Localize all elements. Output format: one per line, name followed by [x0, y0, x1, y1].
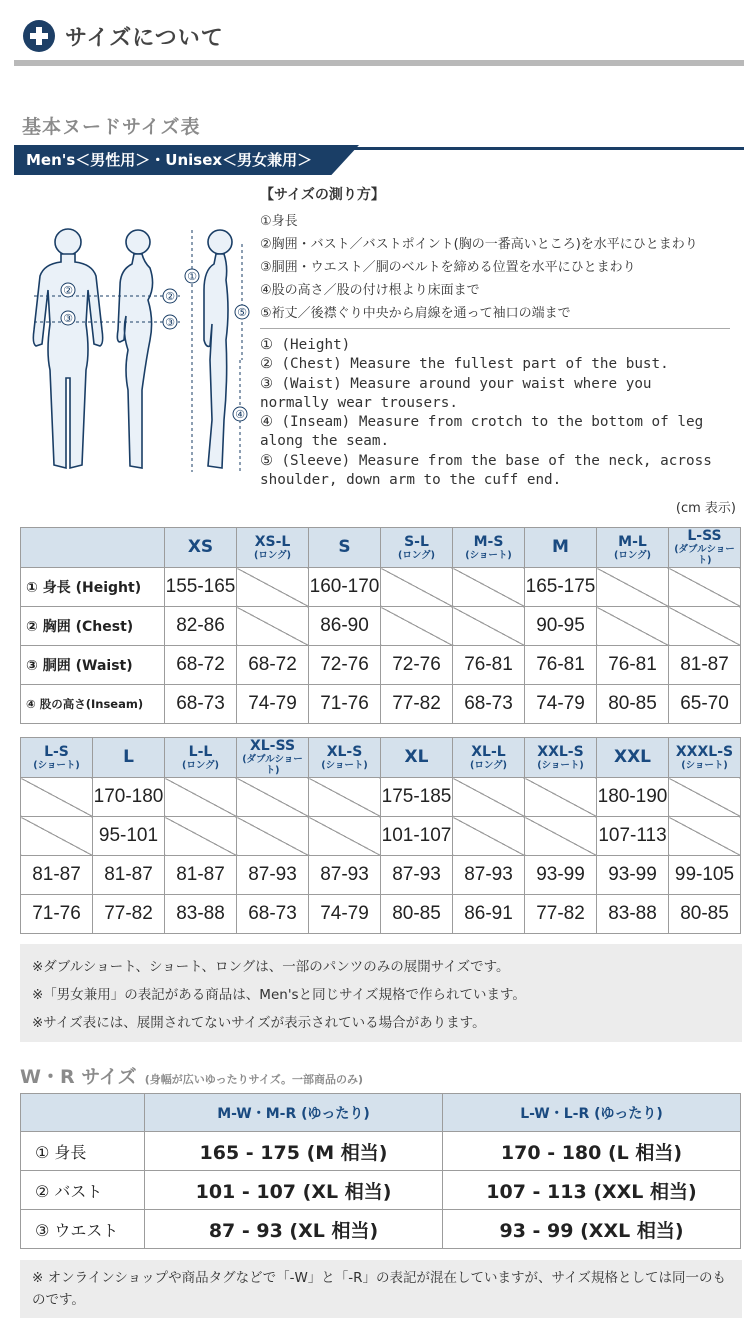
table-cell: 99-105	[669, 856, 741, 895]
measure-line: ④股の高さ／股の付け根より床面まで	[260, 283, 480, 298]
table-cell	[21, 817, 93, 856]
table-cell: 107 - 113 (XXL 相当)	[443, 1171, 741, 1210]
measure-en-line: normally wear trousers.	[260, 394, 458, 411]
table-row	[21, 1210, 741, 1249]
table-row	[21, 685, 741, 724]
row-label: ② 胸囲 (Chest)	[21, 607, 165, 646]
table-cell	[453, 778, 525, 817]
measure-en-line: ⑤ (Sleeve) Measure from the base of the neck, across	[260, 452, 712, 469]
page-title: サイズについて	[65, 25, 224, 51]
size-header: XL-SS (ダブルショート)	[237, 738, 309, 778]
wr-header: M-W・M-R (ゆったり)	[145, 1094, 443, 1132]
table-cell: 81-87	[93, 856, 165, 895]
table-cell: 95-101	[93, 817, 165, 856]
size-header: S-L (ロング)	[381, 528, 453, 568]
table-row	[21, 646, 741, 685]
size-header: XL-S (ショート)	[309, 738, 381, 778]
table-cell	[21, 778, 93, 817]
table-cell: 180-190	[597, 778, 669, 817]
plus-circle-icon	[23, 20, 55, 52]
table-cell: 87-93	[453, 856, 525, 895]
table-cell: 86-91	[453, 895, 525, 934]
table-cell	[453, 568, 525, 607]
table-cell: 87 - 93 (XL 相当)	[145, 1210, 443, 1249]
fig-label: ③	[165, 316, 175, 329]
row-label: ④ 股の高さ(Inseam)	[21, 685, 165, 724]
row-label: ② バスト	[21, 1171, 145, 1210]
size-header: M-S (ショート)	[453, 528, 525, 568]
fig-label: ③	[63, 312, 73, 325]
size-header: M	[525, 528, 597, 568]
table-cell	[165, 817, 237, 856]
note-line: ※サイズ表には、展開されてないサイズが表示されている場合があります。	[32, 1015, 486, 1031]
size-table-1	[20, 527, 741, 724]
wr-subtitle: (身幅が広いゆったりサイズ。一部商品のみ)	[144, 1073, 364, 1086]
size-header: XXXL-S (ショート)	[669, 738, 741, 778]
table-cell: 81-87	[21, 856, 93, 895]
category-banner	[14, 145, 744, 175]
fig-label: ②	[165, 290, 175, 303]
table-cell: 68-73	[165, 685, 237, 724]
table-row	[21, 1132, 741, 1171]
table-cell	[669, 568, 741, 607]
wr-size-table	[20, 1093, 741, 1249]
table-cell	[237, 817, 309, 856]
body-measurement-illustration	[20, 220, 260, 480]
table-cell: 72-76	[381, 646, 453, 685]
table-cell	[597, 568, 669, 607]
table-cell: 77-82	[525, 895, 597, 934]
table-cell: 81-87	[165, 856, 237, 895]
table-cell: 77-82	[93, 895, 165, 934]
table-cell: 175-185	[381, 778, 453, 817]
table-cell	[309, 778, 381, 817]
footnote: ※ オンラインショップや商品タグなどで「-W」と「-R」の表記が混在していますが、サイズ規格としては同一のものです。	[20, 1260, 742, 1318]
measure-line: ③胴囲・ウエスト／胴のベルトを締める位置を水平にひとまわり	[260, 260, 636, 275]
table-corner	[21, 528, 165, 568]
row-label: ① 身長	[21, 1132, 145, 1171]
front-body-figure	[33, 229, 102, 468]
instructions-divider	[260, 328, 730, 329]
table-cell: 74-79	[237, 685, 309, 724]
table-row	[21, 1171, 741, 1210]
measure-line: ②胸囲・バスト／バストポイント(胸の一番高いところ)を水平にひとまわり	[260, 237, 698, 252]
table-cell	[669, 778, 741, 817]
table-row	[21, 607, 741, 646]
table-cell: 170 - 180 (L 相当)	[443, 1132, 741, 1171]
fig-label: ②	[63, 284, 73, 297]
table-row	[21, 817, 741, 856]
table-cell: 83-88	[165, 895, 237, 934]
table-cell: 72-76	[309, 646, 381, 685]
fig-label: ④	[235, 408, 245, 421]
table-cell: 87-93	[381, 856, 453, 895]
back-body-figure	[204, 230, 232, 468]
measure-en-line: ① (Height)	[260, 337, 351, 353]
table-cell	[597, 607, 669, 646]
size-header: L-L (ロング)	[165, 738, 237, 778]
table-cell	[237, 778, 309, 817]
row-label: ① 身長 (Height)	[21, 568, 165, 607]
side-body-figure	[117, 230, 152, 468]
table-row	[21, 856, 741, 895]
table-cell: 107-113	[597, 817, 669, 856]
table-cell	[453, 817, 525, 856]
size-header: XS	[165, 528, 237, 568]
table-cell: 101 - 107 (XL 相当)	[145, 1171, 443, 1210]
size-table-2	[20, 737, 741, 934]
size-header: XL-L (ロング)	[453, 738, 525, 778]
table-cell: 93-99	[597, 856, 669, 895]
table-cell: 93 - 99 (XXL 相当)	[443, 1210, 741, 1249]
table-cell: 165-175	[525, 568, 597, 607]
table-cell	[381, 568, 453, 607]
table-cell: 65-70	[669, 685, 741, 724]
measure-en-line: ③ (Waist) Measure around your waist where you	[260, 375, 652, 392]
row-label: ③ ウエスト	[21, 1210, 145, 1249]
table-cell: 160-170	[309, 568, 381, 607]
size-header: L	[93, 738, 165, 778]
banner-text: Men's＜男性用＞・Unisex＜男女兼用＞	[26, 151, 313, 169]
table-cell: 87-93	[309, 856, 381, 895]
size-header: XXL-S (ショート)	[525, 738, 597, 778]
table-cell: 80-85	[597, 685, 669, 724]
unit-note: (cm 表示)	[675, 501, 736, 516]
measure-en-line: along the seam.	[260, 433, 390, 450]
table-cell	[237, 607, 309, 646]
size-header: M-L (ロング)	[597, 528, 669, 568]
table-cell: 93-99	[525, 856, 597, 895]
table-cell: 83-88	[597, 895, 669, 934]
size-header: XL	[381, 738, 453, 778]
table-row	[21, 568, 741, 607]
table-cell: 74-79	[525, 685, 597, 724]
measure-en-line: ② (Chest) Measure the fullest part of the bust.	[260, 356, 669, 373]
table-cell: 165 - 175 (M 相当)	[145, 1132, 443, 1171]
row-label: ③ 胴囲 (Waist)	[21, 646, 165, 685]
table-cell: 90-95	[525, 607, 597, 646]
table-cell: 155-165	[165, 568, 237, 607]
table-cell	[165, 778, 237, 817]
size-header: L-SS (ダブルショート)	[669, 528, 741, 568]
size-header: XS-L (ロング)	[237, 528, 309, 568]
table-row	[21, 778, 741, 817]
table-cell: 68-72	[165, 646, 237, 685]
header-divider	[14, 60, 744, 66]
table-cell	[453, 607, 525, 646]
size-header: S	[309, 528, 381, 568]
table-cell	[381, 607, 453, 646]
table-cell: 71-76	[21, 895, 93, 934]
table-cell: 76-81	[453, 646, 525, 685]
table-cell	[237, 568, 309, 607]
table-cell: 76-81	[597, 646, 669, 685]
table-cell	[525, 778, 597, 817]
table-cell: 86-90	[309, 607, 381, 646]
table-cell: 87-93	[237, 856, 309, 895]
measure-line: ①身長	[260, 214, 298, 229]
wr-header: L-W・L-R (ゆったり)	[443, 1094, 741, 1132]
note-line: ※ダブルショート、ショート、ロングは、一部のパンツのみの展開サイズです。	[32, 959, 510, 975]
table-cell: 71-76	[309, 685, 381, 724]
table-row	[21, 895, 741, 934]
fig-label: ①	[187, 270, 197, 283]
table-cell	[309, 817, 381, 856]
table-cell: 101-107	[381, 817, 453, 856]
table-cell: 74-79	[309, 895, 381, 934]
measure-instructions-en	[260, 336, 740, 490]
measure-line: ⑤裄丈／後襟ぐり中央から肩線を通って袖口の端まで	[260, 306, 571, 321]
size-header: XXL	[597, 738, 669, 778]
fig-label: ⑤	[237, 306, 247, 319]
table-cell	[669, 817, 741, 856]
table-cell: 76-81	[525, 646, 597, 685]
measure-en-line: ④ (Inseam) Measure from crotch to the bottom of leg	[260, 414, 704, 431]
table-cell: 68-72	[237, 646, 309, 685]
size-header: L-S (ショート)	[21, 738, 93, 778]
measure-instructions-jp	[260, 184, 740, 325]
table-cell: 68-73	[237, 895, 309, 934]
table-cell: 80-85	[669, 895, 741, 934]
wr-title: W・R サイズ	[20, 1066, 137, 1088]
table-cell: 77-82	[381, 685, 453, 724]
table-cell: 81-87	[669, 646, 741, 685]
page-header	[14, 12, 742, 60]
table-corner	[21, 1094, 145, 1132]
table-cell: 82-86	[165, 607, 237, 646]
table-cell: 68-73	[453, 685, 525, 724]
note-line: ※「男女兼用」の表記がある商品は、Men'sと同じサイズ規格で作られています。	[32, 987, 526, 1003]
section-title: 基本ヌードサイズ表	[22, 116, 201, 138]
measure-en-line: shoulder, down arm to the cuff end.	[260, 472, 562, 489]
wr-section-title	[20, 1062, 363, 1089]
table-cell: 170-180	[93, 778, 165, 817]
table-cell	[525, 817, 597, 856]
size-notes	[20, 944, 742, 1042]
table-cell	[669, 607, 741, 646]
measure-title: 【サイズの測り方】	[260, 187, 385, 203]
table-cell: 80-85	[381, 895, 453, 934]
